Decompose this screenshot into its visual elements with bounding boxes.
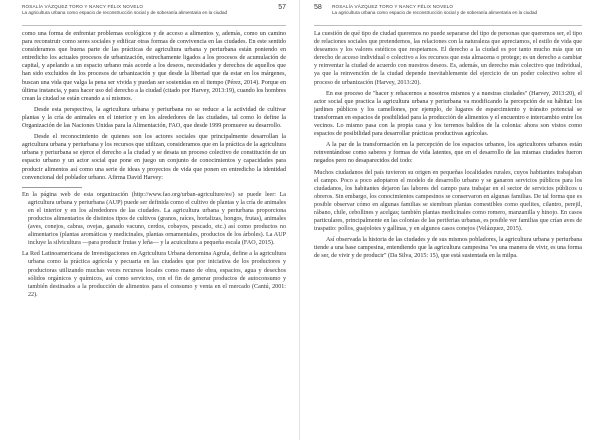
footnote: En la página web de esta organización (http://www.fao.org/urban-agriculture/es/) se puede leer: La agricultura urbana y periurbana (AUP) puede ser definida como el cultivo de plantas y la cría de animales en el interior y en los alrededores de las ciudades. La agricultura urbana y periurbana proporciona productos alimentarios de distintos tipos de cultivos (granos, raíces, hortalizas, hongos, frutas), animales (aves, conejos, cabras, ovejas, ganado vacuno, cerdos, cobayos, pescado, etc.) así como productos no alimentarios (plantas aromáticas y medicinales, plantas ornamentales, productos de los árboles). La AUP incluye la silvicultura —para producir frutas y leña— y la acuicultura a pequeña escala (FAO, 2015). bbox=[22, 191, 286, 247]
right-body bbox=[314, 30, 582, 261]
header-authors: ROSALÍA VÁZQUEZ TORO Y NANCY FÉLIX NOVELO bbox=[332, 4, 454, 9]
header-rule bbox=[22, 25, 286, 26]
paragraph: Así observada la historia de las ciudades y de sus mismos pobladores, la agricultura urbana y periurbana tiende a una base campesina, entendiendo que la agricultura campesina "es una manera de vivir, es una forma de ser, de vivir y de producir" (Da Silva, 2015: 15), que está sustentada en la milpa. bbox=[314, 237, 582, 260]
left-body bbox=[22, 30, 286, 299]
paragraph: Desde esta perspectiva, la agricultura urbana y periurbana no se reduce a la actividad de cultivar plantas y la cría de animales en el interior y en los alrededores de las ciudades, tal como lo define la Organización de las Naciones Unidas para la Alimentación, FAO, que desde 1999 promueve su desarrollo. bbox=[22, 106, 286, 130]
header-rule bbox=[314, 25, 582, 26]
footnote: La Red Latinoamericana de Investigaciones en Agricultura Urbana denomina Agrula, define a la agricultura urbana como la práctica agrícola y pecuaria en las ciudades que por iniciativa de los productores y productoras utilizando muchas veces recursos locales como mano de obra, espacios, agua y desechos sólidos orgánicos y químicos, así como servicios, con el fin de generar productos de autoconsumo y también destinados a la producción de alimentos para el consumo y venta en el mercado (Cantú, 2001: 22). bbox=[22, 251, 286, 298]
paragraph: Desde el reconocimiento de quienes son los actores sociales que principalmente desarrollan la agricultura urbana y periurbana y los recursos que utilizan, consideramos que en la práctica de la agricultura urbana y periurbana se ejerce el derecho a la ciudad y se desata un proceso colectivo de constitución de un espacio urbano y un actor social que pone en juego un conjunto de conocimientos y capacidades para producir alimentos así como una serie de ideas y proyectos de vida que ponen en entredicho la identidad convencional del poblador urbano. Afirma David Harvey: bbox=[22, 134, 286, 181]
paragraph: A la par de la transformación en la percepción de los espacios urbanos, los agricultores urbanos están reinventándose como saberes y formas de vida latentes, que en el desarrollo de las mismas ciudades fueron negados pero no desaparecidos del todo: bbox=[314, 142, 582, 165]
page-number: 58 bbox=[314, 4, 322, 11]
header-title: La agricultura urbana como espacio de reconstrucción social y de soberanía alimentaria en la ciudad bbox=[22, 10, 228, 15]
header-authors: ROSALÍA VÁZQUEZ TORO Y NANCY FÉLIX NOVELO bbox=[22, 4, 144, 9]
running-header bbox=[22, 4, 286, 25]
block-quote: La cuestión de qué tipo de ciudad queremos no puede separarse del tipo de personas que queremos ser, el tipo de relaciones sociales que pretendemos, las relaciones con la naturaleza que apreciamos, el estilo de vida que deseamos y los valores estéticos que respetamos. El derecho a la ciudad es por tanto mucho más que un derecho de acceso individual o colectivo a los recursos que esta almacena o protege; es un derecho a cambiar y reinventar la ciudad de acuerdo con nuestros deseos. Es, además, un derecho más colectivo que individual, ya que la reinvención de la ciudad depende inevitablemente del ejercicio de un poder colectivo sobre el proceso de urbanización (Harvey, 2013:20). bbox=[314, 31, 582, 86]
block-quote: Muchos ciudadanos del país tuvieron su origen en pequeñas localidades rurales, cuyos habitantes trabajaban el campo. Poco a poco adoptaron el modelo de desarrollo urbano y se ganaron servicios públicos para los ciudadanos, los habitantes dejaron las labores del campo para trabajar en el sector de servicios públicos u obreros. Sin embargo, los conocimientos campesinos se conservaron en algunas familias. De tal forma que es posible observar cómo en algunas familias se siembran plantas comestibles como quelites, cilantro, perejil, rábano, chile, cebollines y acelgas; también plantas medicinales como romero, manzanilla y hinojo. En casos particulares, principalmente en las colonias de las periferias urbanas, es posible ver familias que crían aves de traspatio: pollos, guajolotes y gallinas, y en algunos casos conejos (Velázquez, 2015). bbox=[314, 169, 582, 233]
page-number: 57 bbox=[278, 4, 286, 11]
footnote-rule bbox=[22, 187, 82, 188]
running-header bbox=[314, 4, 582, 25]
paragraph: como una forma de enfrentar problemas ecológicos y de acceso a alimentos y, además, como un camino para reconstruir como seres sociales y edificar otras formas de convivencia en las ciudades. En este sentido consideramos que buena parte de las prácticas de agricultura urbana y periurbana están poniendo en entredicho los actuales procesos de urbanización, estrechamente ligados a los procesos de acumulación de capital, y apelando a un espacio urbano más acorde a los deseos, necesidades y derechos de aquellos que han sido excluidos de los procesos de urbanización y que desde la libertad que da estar en los márgenes, buscan una vida que valga la pena ser vivida y puedan ser sostenidas en el tiempo (Pérez, 2014). Porque en última instancia, y para hacer uso del derecho a la ciudad (citado por Harvey, 2013:19), cuando los hombres crean la ciudad se están creando a sí mismos. bbox=[22, 31, 286, 102]
header-title: La agricultura urbana como espacio de reconstrucción social y de soberanía alimentaria en la ciudad bbox=[332, 10, 538, 15]
right-page bbox=[300, 0, 600, 440]
paragraph: En ese proceso de "hacer y rehacernos a nosotros mismos y a nuestras ciudades" (Harvey, 2013:20), el actor social que practica la agricultura urbana y periurbana va modificando la percepción de su hábitat: los jardines públicos y los camellones, por ejemplo, de lugares de esparcimiento y tránsito potencial se transforman en espacios de posibilidad para la producción de alimentos y el encuentro e intercambio entre los vecinos. Lo mismo pasa con la propia casa y los terrenos baldíos de la colonia: ahora son vistos como espacios de posibilidad para desarrollar prácticas productivas agrícolas. bbox=[314, 90, 582, 138]
